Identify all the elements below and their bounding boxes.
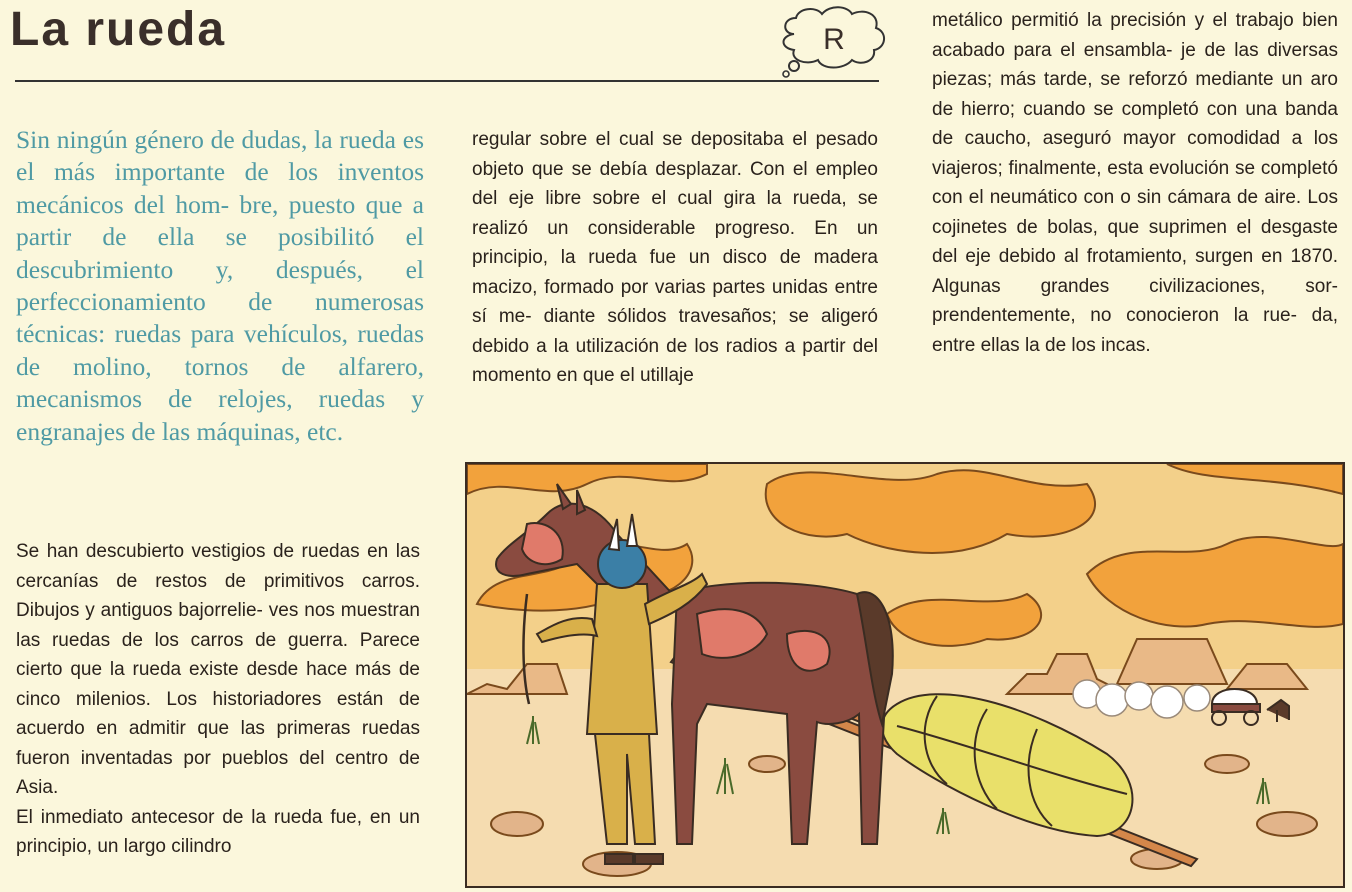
text-column-1 [16, 537, 420, 862]
badge-letter: R [823, 23, 845, 56]
column1-paragraph-1: Se han descubierto vestigios de ruedas en las cercanías de restos de primitivos carros. Dibujos y antiguos bajorrelie- ves nos muestran las ruedas de los carros de guerra. Parece cierto que la rueda existe desde hace más de cinco milenios. Los historiadores están de acuerdo en admitir que las primeras ruedas fueron inventadas por pueblos del centro de Asia. [16, 541, 420, 798]
column1-paragraph-2: El inmediato antecesor de la rueda fue, en un principio, un largo cilindro [16, 806, 420, 857]
travois-illustration [465, 462, 1345, 888]
text-column-2 [472, 125, 878, 391]
intro-paragraph: Sin ningún género de dudas, la rueda es el más importante de los inventos mecánicos del hom- bre, puesto que a partir de ella se posibilitó el descubrimiento y, después, el perfeccionamiento de numerosas técnicas: ruedas para vehículos, ruedas de molino, tornos de alfarero, mecanismos de relojes, ruedas y engranajes de las máquinas, etc. [16, 125, 424, 446]
section-badge-cloud [776, 4, 888, 78]
title-divider [15, 80, 879, 82]
column2-paragraph: regular sobre el cual se depositaba el pesado objeto que se debía desplazar. Con el empleo del eje libre sobre el cual gira la rueda, se realizó un considerable progreso. En un principio, la rueda fue un disco de madera macizo, formado por varias partes unidas entre sí me- diante sólidos travesaños; se aligeró debido a la utilización de los radios a partir del momento en que el utillaje [472, 129, 878, 386]
page-title: La rueda [10, 3, 227, 56]
text-column-3 [932, 6, 1338, 360]
column3-paragraph: metálico permitió la precisión y el trabajo bien acabado para el ensambla- je de las diversas piezas; más tarde, se reforzó mediante un aro de hierro; cuando se completó con una banda de caucho, aseguró mayor comodidad a los viajeros; finalmente, esta evolución se completó con el neumático con o sin cámara de aire. Los cojinetes de bolas, que suprimen el desgaste del eje debido al frotamiento, surgen en 1870. Algunas grandes civilizaciones, sor- prendentemente, no conocieron la rue- da, entre ellas la de los incas. [932, 10, 1338, 356]
